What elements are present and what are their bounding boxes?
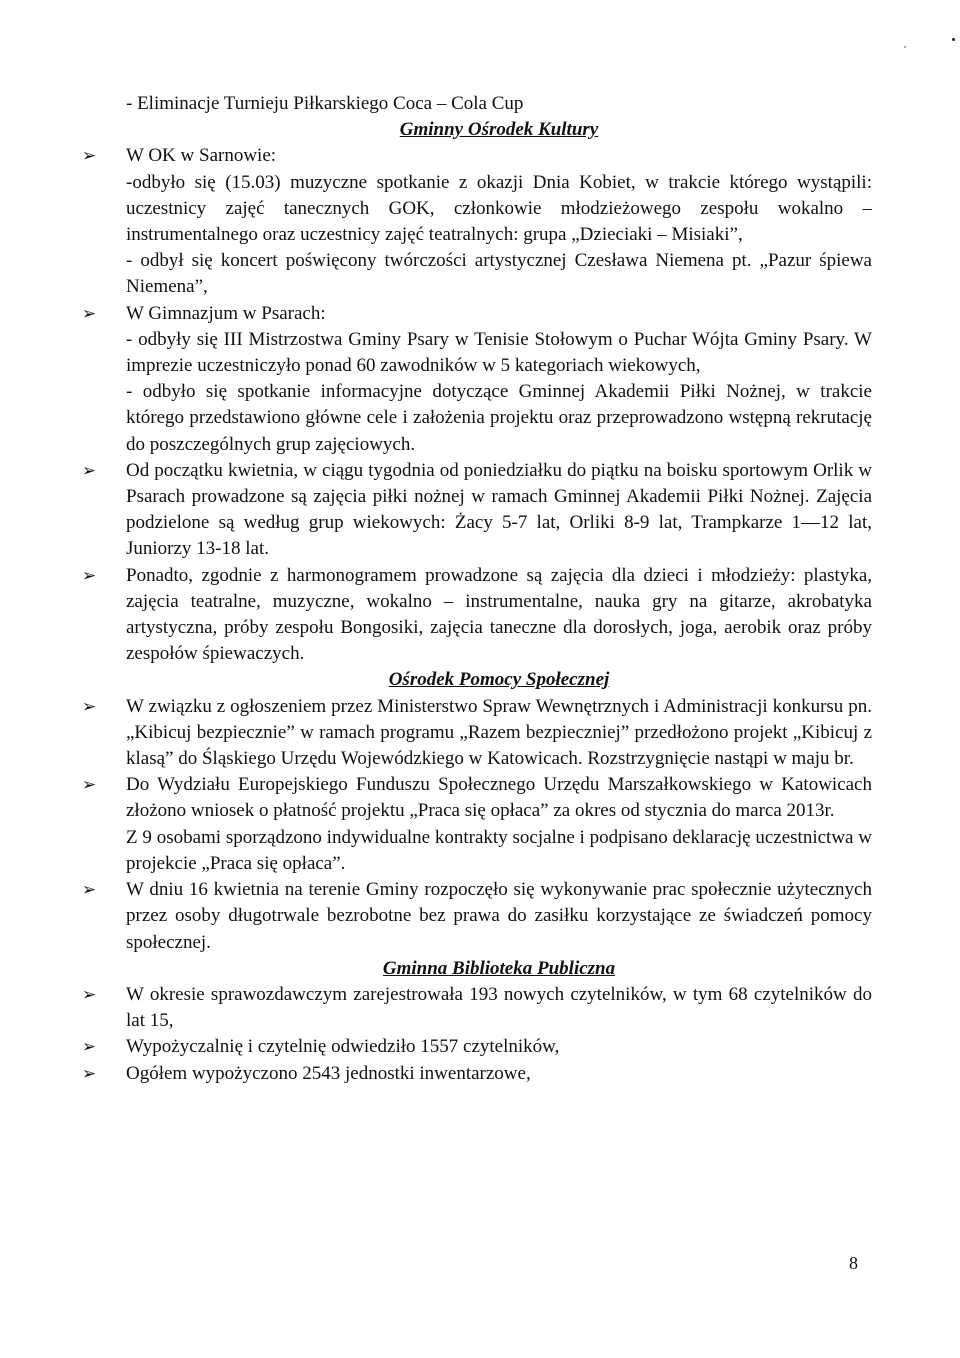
gok-heading: Gminny Ośrodek Kultury: [399, 119, 599, 141]
orlik-item: [82, 458, 872, 563]
gimnazjum-akademia: - odbyło się spotkanie informacyjne dotyczące Gminnej Akademii Piłki Nożnej, w trakcie którego przedstawiono główne cele i założenia projektu oraz przeprowadzono wstępną rekrutację do poszczególnych grup zajęciowych.: [126, 381, 872, 455]
gimnazjum-label: W Gimnazjum w Psarach:: [126, 302, 326, 324]
bullet-arrow-icon: ➢: [82, 1063, 97, 1083]
bullet-arrow-icon: ➢: [82, 303, 97, 323]
kibicuj-item: [82, 694, 872, 773]
gimnazjum-item: [82, 301, 872, 327]
report-body: [82, 91, 872, 1087]
czytelnicy-item: [82, 982, 872, 1034]
bullet-arrow-icon: ➢: [82, 775, 97, 795]
gimnazjum-tenis: - odbyły się III Mistrzostwa Gminy Psary w Tenisie Stołowym o Puchar Wójta Gminy Psary. W imprezie uczestniczyło ponad 60 zawodników w 5 kategoriach wiekowych,: [126, 328, 872, 377]
orlik-text: Od początku kwietnia, w ciągu tygodnia od poniedziałku do piątku na boisku sportowym Orlik w Psarach prowadzone są zajęcia piłki nożnej w ramach Gminnej Akademii Piłki Nożnej. Zajęcia podzielone są według grup wiekowych: Żacy 5-7 lat, Orliki 8-9 lat, Trampkarze 1—12 lat, Juniorzy 13-18 lat.: [126, 459, 872, 560]
prace-text: W dniu 16 kwietnia na terenie Gminy rozpoczęło się wykonywanie prac społecznie użytecznych przez osoby długotrwale bezrobotne bez prawa do zasiłku korzystające ze świadczeń pomocy społecznej.: [126, 879, 872, 953]
efs-text: Do Wydziału Europejskiego Funduszu Społecznego Urzędu Marszałkowskiego w Katowicach złożono wniosek o płatność projektu „Praca się opłaca” za okres od stycznia do marca 2013r.: [126, 774, 872, 822]
harmonogram-text: Ponadto, zgodnie z harmonogramem prowadzone są zajęcia dla dzieci i młodzieży: plastyka, zajęcia teatralne, muzyczne, wokalno – instrumentalne, nauka gry na gitarze, akrobatyka artystyczna, próby zespołu Bongosiki, zajęcia taneczne dla dorosłych, joga, aerobik oraz próby zespołów śpiewaczych.: [126, 564, 872, 665]
prace-item: [82, 877, 872, 956]
wypozyczalnia-text: Wypożyczalnię i czytelnię odwiedziło 1557 czytelników,: [126, 1036, 560, 1058]
bullet-arrow-icon: ➢: [82, 1037, 97, 1057]
bullet-arrow-icon: ➢: [82, 696, 97, 716]
bullet-arrow-icon: ➢: [82, 146, 97, 166]
efs-kontrakty: Z 9 osobami sporządzono indywidualne kontrakty socjalne i podpisano deklarację uczestnictwa w projekcie „Praca się opłaca”.: [126, 826, 872, 874]
harmonogram-item: [82, 563, 872, 668]
ok-sarnow-item: [82, 143, 872, 169]
scan-speck: [952, 38, 955, 41]
scan-speck: [904, 46, 906, 48]
ok-sarnow-label: W OK w Sarnowie:: [126, 145, 277, 167]
cola-cup-line: - Eliminacje Turnieju Piłkarskiego Coca – Cola Cup: [126, 93, 524, 114]
ops-heading: Ośrodek Pomocy Społecznej: [388, 669, 610, 691]
bullet-arrow-icon: ➢: [82, 565, 97, 585]
bullet-arrow-icon: ➢: [82, 880, 97, 900]
page-number: 8: [849, 1253, 858, 1273]
wypozyczono-text: Ogółem wypożyczono 2543 jednostki inwentarzowe,: [126, 1062, 531, 1084]
gbp-heading: Gminna Biblioteka Publiczna: [382, 957, 616, 979]
ok-sarnow-concert: - odbył się koncert poświęcony twórczości artystycznej Czesława Niemena pt. „Pazur śpiewa Niemena”,: [126, 250, 872, 298]
bullet-arrow-icon: ➢: [82, 984, 97, 1004]
wypozyczalnia-item: [82, 1034, 872, 1060]
ok-sarnow-paragraph: -odbyło się (15.03) muzyczne spotkanie z okazji Dnia Kobiet, w trakcie którego wystąpili: uczestnicy zajęć tanecznych GOK, członkowie młodzieżowego zespołu wokalno – instrumentalnego oraz uczestnicy zajęć teatralnych: grupa „Dzieciaki – Misiaki”,: [126, 171, 872, 246]
wypozyczono-item: [82, 1061, 872, 1087]
efs-item: [82, 772, 872, 824]
czytelnicy-text: W okresie sprawozdawczym zarejestrowała 193 nowych czytelników, w tym 68 czytelników do lat 15,: [126, 983, 872, 1032]
kibicuj-text: W związku z ogłoszeniem przez Ministerstwo Spraw Wewnętrznych i Administracji konkursu pn. „Kibicuj bezpiecznie” w ramach programu „Razem bezpieczniej” przedłożono projekt „Kibicuj z klasą” do Śląskiego Urzędu Wojewódzkiego w Katowicach. Rozstrzygnięcie nastąpi w maju br.: [126, 695, 872, 770]
bullet-arrow-icon: ➢: [82, 460, 97, 480]
